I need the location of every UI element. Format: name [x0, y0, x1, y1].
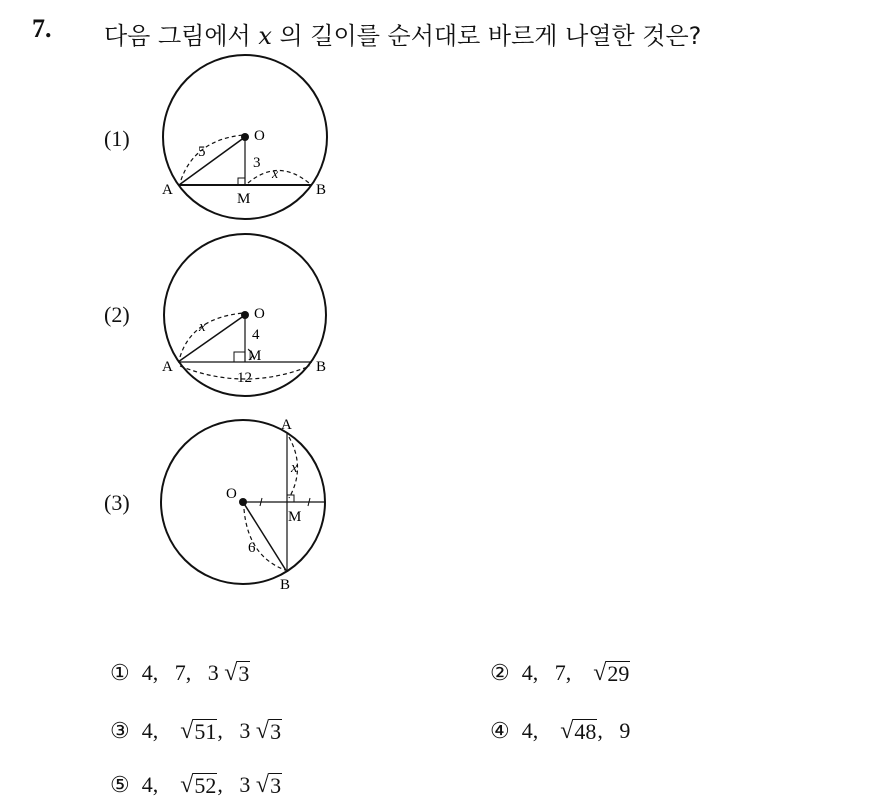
choice-2-value-b: 7,: [554, 660, 572, 685]
figure-1-label-m: M: [237, 191, 251, 207]
choice-5-mark: ⑤: [110, 772, 130, 797]
question-text-after: 의 길이를 순서대로 바르게 나열한 것은?: [271, 22, 702, 50]
choice-1[interactable]: [110, 660, 250, 686]
choice-3-coef: 3: [239, 718, 251, 743]
figure-2-dash-oa: [180, 313, 243, 357]
choice-4-sqrt-b: √ 48: [560, 718, 597, 744]
question-text: [104, 16, 701, 51]
figure-1-center-dot: [241, 133, 249, 141]
choice-1-value-b: 7,: [174, 660, 192, 685]
figure-2-value-om: 4: [252, 327, 260, 343]
figure-3-radius-ob: [243, 502, 287, 572]
figure-3-label-a: A: [281, 417, 292, 433]
choice-2[interactable]: [490, 660, 630, 686]
choice-1-coef: 3: [207, 660, 219, 685]
choice-3-value-a: 4,: [141, 718, 159, 743]
question-text-before: 다음 그림에서: [104, 22, 259, 50]
choice-3-mark: ③: [110, 718, 130, 743]
figure-3-label-b: B: [280, 577, 291, 593]
choice-1-sqrt: √ 3: [224, 660, 250, 686]
figure-1-value-oa: 5: [198, 144, 206, 160]
figure-2-value-ab: 12: [237, 370, 252, 386]
choice-5-coef: 3: [239, 772, 251, 797]
figure-3-label-o: O: [226, 486, 237, 502]
choice-5-sqrt-c: √ 3: [255, 772, 282, 798]
figure-2-radius-oa: [178, 315, 245, 362]
figure-3-value-ob: 6: [248, 540, 256, 556]
figure-2-label: (2): [104, 302, 130, 327]
choice-1-mark: ①: [110, 660, 130, 685]
figure-1-label: (1): [104, 126, 130, 151]
choice-4-mark: ④: [490, 718, 510, 743]
choice-5[interactable]: ⑤ 4, √ 52 , 3 √ 3: [110, 772, 282, 798]
figure-1-label-o: O: [254, 128, 265, 144]
figure-1-radius-oa: [179, 137, 245, 185]
figure-2-diagram: [150, 230, 340, 400]
figure-1-value-om: 3: [253, 155, 261, 171]
choice-4-value-c: 9: [619, 718, 631, 743]
figure-1-diagram: [150, 55, 340, 225]
figure-2-label-o: O: [254, 306, 265, 322]
figure-3-label-m: M: [288, 509, 302, 525]
figure-1-label-a: A: [162, 182, 173, 198]
choice-2-value-a: 4,: [521, 660, 539, 685]
choice-4-value-a: 4,: [521, 718, 539, 743]
figure-2-value-x: x: [199, 319, 206, 335]
choice-2-sqrt: √ 29: [593, 660, 630, 686]
figure-2-label-b: B: [316, 359, 327, 375]
figure-3-center-dot: [239, 498, 247, 506]
choice-3-sqrt-c: √ 3: [255, 718, 282, 744]
choice-4[interactable]: ④ 4, √ 48 , 9: [490, 718, 631, 744]
figure-2-center-dot: [241, 311, 249, 319]
choice-5-sqrt-b: √ 52: [180, 772, 217, 798]
figure-1-right-angle: [238, 178, 245, 185]
choice-3-sqrt-b: √ 51: [180, 718, 217, 744]
choice-5-value-a: 4,: [141, 772, 159, 797]
figure-1-label-b: B: [316, 182, 327, 198]
figure-2-right-angle: [234, 352, 245, 362]
figure-2-label-a: A: [162, 359, 173, 375]
choice-2-mark: ②: [490, 660, 510, 685]
figure-1-value-x: x: [272, 167, 279, 182]
choice-3[interactable]: ③ 4, √ 51 , 3 √ 3: [110, 718, 282, 744]
question-variable: x: [258, 22, 272, 50]
figure-3-label: (3): [104, 490, 130, 515]
figure-2-label-m: M: [248, 348, 262, 364]
figure-1-dash-mb: [248, 171, 309, 184]
question-number: 7.: [32, 14, 52, 43]
figure-3-right-angle: [287, 495, 294, 502]
figure-3-value-x: x: [291, 460, 298, 476]
figure-1-dash-oa: [181, 135, 243, 180]
choice-1-value-a: 4,: [141, 660, 159, 685]
figure-3-diagram: [150, 410, 340, 595]
